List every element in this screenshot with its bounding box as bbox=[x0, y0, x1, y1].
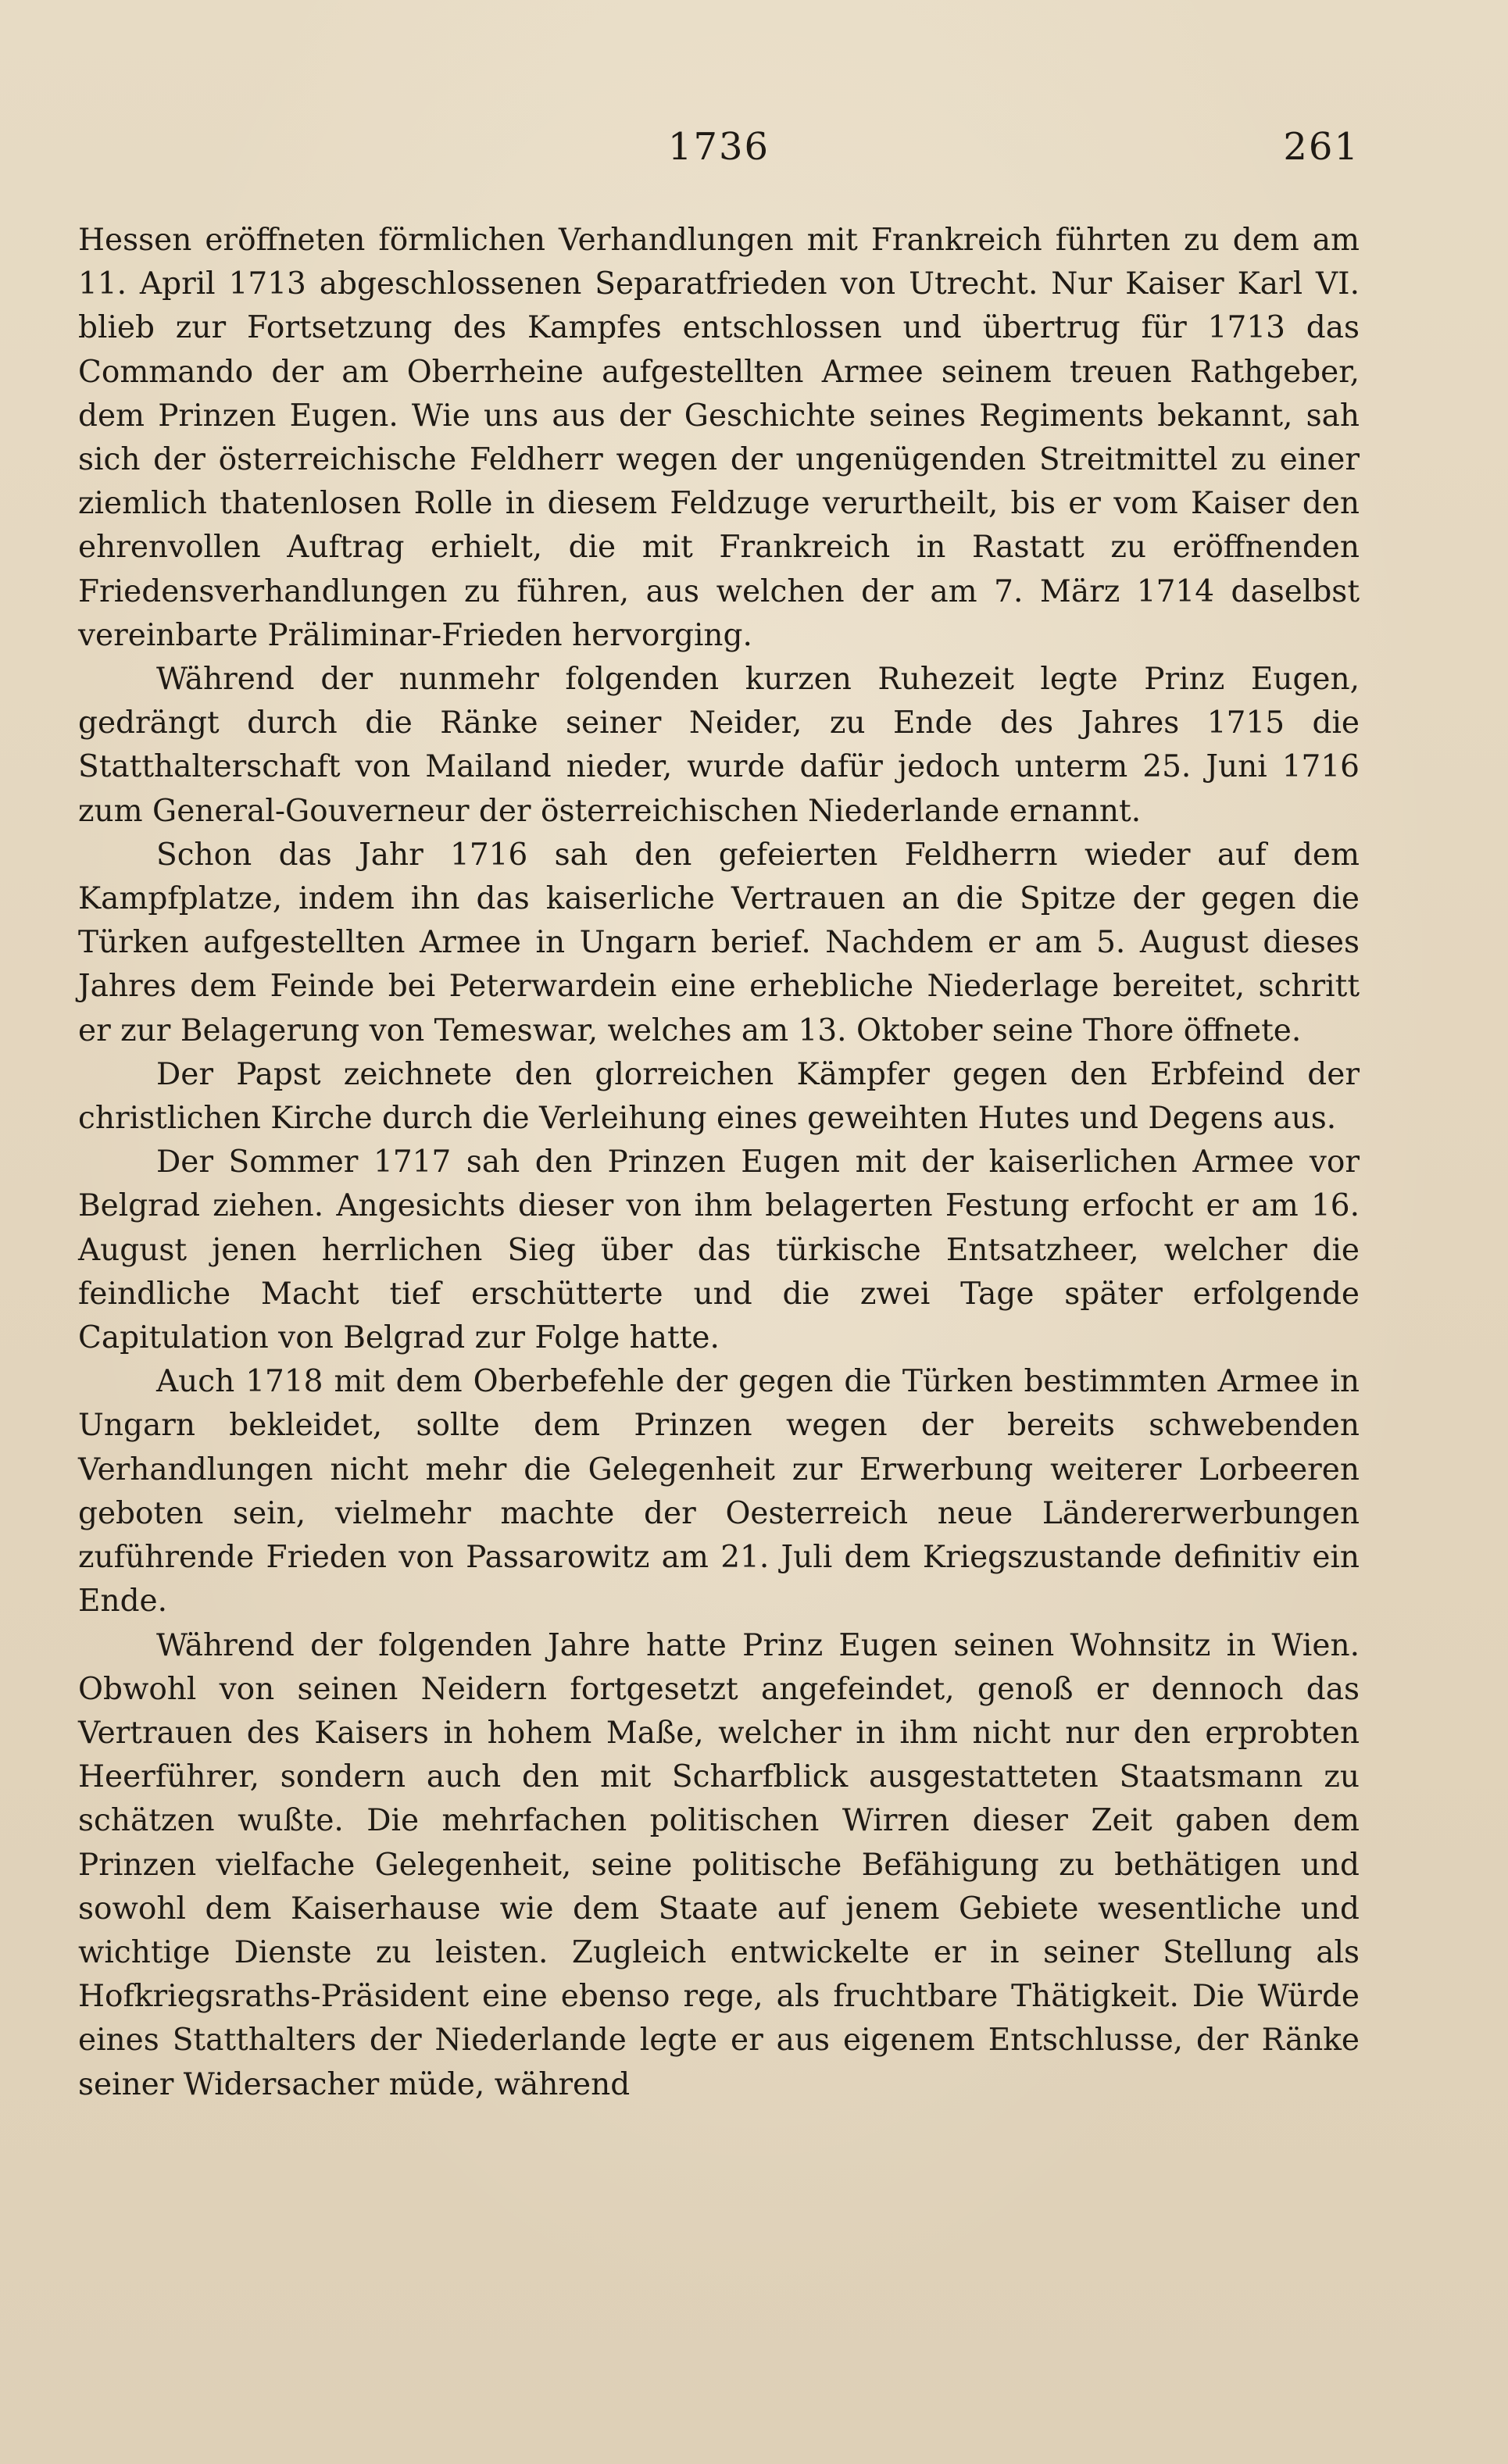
paragraph: Schon das Jahr 1716 sah den gefeierten Feldherrn wieder auf dem Kampfplatze, indem ihn das kaiserliche Vertrauen an die Spitze der gegen die Türken aufgestellten Armee in Ungarn berief. Nachdem er am 5. August dieses Jahres dem Feinde bei Peterwardein eine erhebliche Niederlage bereitet, schritt er zur Belagerung von Temeswar, welches am 13. Oktober seine Thore öffnete. bbox=[78, 837, 1360, 1048]
page-number: 261 bbox=[1283, 125, 1360, 169]
body-text bbox=[78, 219, 1360, 2107]
page-header bbox=[78, 125, 1360, 172]
paragraph: Während der folgenden Jahre hatte Prinz Eugen seinen Wohnsitz in Wien. Obwohl von seinen Neidern fortgesetzt angefeindet, genoß er dennoch das Vertrauen des Kaisers in hohem Maße, welcher in ihm nicht nur den erprobten Heerführer, sondern auch den mit Scharfblick ausgestatteten Staatsmann zu schätzen wußte. Die mehrfachen politischen Wirren dieser Zeit gaben dem Prinzen vielfache Gelegenheit, seine politische Befähigung zu bethätigen und sowohl dem Kaiserhause wie dem Staate auf jenem Gebiete wesentliche und wichtige Dienste zu leisten. Zugleich entwickelte er in seiner Stellung als Hofkriegsraths-Präsident eine ebenso rege, als fruchtbare Thätigkeit. Die Würde eines Statthalters der Niederlande legte er aus eigenem Entschlusse, der Ränke seiner Widersacher müde, während bbox=[78, 1627, 1360, 2102]
paragraph: Auch 1718 mit dem Oberbefehle der gegen die Türken bestimmten Armee in Ungarn bekleidet, sollte dem Prinzen wegen der bereits schwebenden Verhandlungen nicht mehr die Gelegenheit zur Erwerbung weiterer Lorbeeren geboten sein, vielmehr machte der Oesterreich neue Ländererwerbungen zuführende Frieden von Passarowitz am 21. Juli dem Kriegszustande definitiv ein Ende. bbox=[78, 1364, 1360, 1619]
paragraph: Der Papst zeichnete den glorreichen Kämpfer gegen den Erbfeind der christlichen Kirche durch die Verleihung eines geweihten Hutes und Degens aus. bbox=[78, 1056, 1360, 1137]
paragraph: Hessen eröffneten förmlichen Verhandlungen mit Frankreich führten zu dem am 11. April 1713 abgeschlossenen Separatfrieden von Utrecht. Nur Kaiser Karl VI. blieb zur Fortsetzung des Kampfes entschlossen und übertrug für 1713 das Commando der am Oberrheine aufgestellten Armee seinem treuen Rathgeber, dem Prinzen Eugen. Wie uns aus der Geschichte seines Regiments bekannt, sah sich der österreichische Feldherr wegen der ungenügenden Streitmittel zu einer ziemlich thatenlosen Rolle in diesem Feldzuge verurtheilt, bis er vom Kaiser den ehrenvollen Auftrag erhielt, die mit Frankreich in Rastatt zu eröffnenden Friedensverhandlungen zu führen, aus welchen der am 7. März 1714 daselbst vereinbarte Präliminar-Frieden hervorging. bbox=[78, 223, 1360, 653]
paragraph: Der Sommer 1717 sah den Prinzen Eugen mit der kaiserlichen Armee vor Belgrad ziehen. Angesichts dieser von ihm belagerten Festung erfocht er am 16. August jenen herrlichen Sieg über das türkische Entsatzheer, welcher die feindliche Macht tief erschütterte und die zwei Tage später erfolgende Capitulation von Belgrad zur Folge hatte. bbox=[78, 1145, 1360, 1356]
running-head-year: 1736 bbox=[667, 125, 770, 169]
paragraph: Während der nunmehr folgenden kurzen Ruhezeit legte Prinz Eugen, gedrängt durch die Ränke seiner Neider, zu Ende des Jahres 1715 die Statthalterschaft von Mailand nieder, wurde dafür jedoch unterm 25. Juni 1716 zum General-Gouverneur der österreichischen Niederlande ernannt. bbox=[78, 662, 1360, 829]
